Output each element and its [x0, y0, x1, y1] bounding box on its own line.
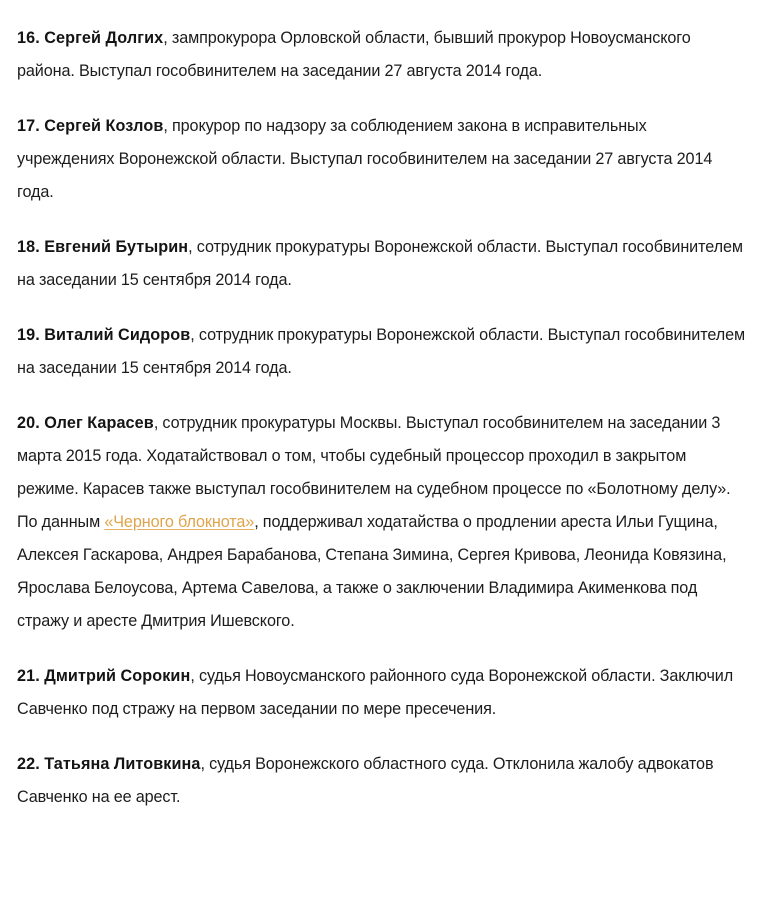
entry-description-22: , судья Воронежского областного суда. Отклонила жалобу адвокатов Савченко на ее арест.: [17, 755, 714, 806]
entry-lead-name-20: 20. Олег Карасев: [17, 414, 154, 432]
list-item-21: [17, 660, 745, 726]
source-link-cherny-bloknot[interactable]: «Черного блокнота»: [104, 513, 255, 531]
entry-lead-name-19: 19. Виталий Сидоров: [17, 326, 191, 344]
list-item-22: [17, 748, 745, 814]
entry-description-18: , сотрудник прокуратуры Воронежской области. Выступал гособвинителем на заседании 15 сентября 2014 года.: [17, 238, 743, 289]
list-item-16: [17, 22, 745, 88]
entry-description-20-part2: , поддерживал ходатайства о продлении ареста Ильи Гущина, Алексея Гаскарова, Андрея Барабанова, Степана Зимина, Сергея Кривова, Леонида Ковязина, Ярослава Белоусова, Артема Савелова, а также о заключении Владимира Акименкова под стражу и аресте Дмитрия Ишевского.: [17, 513, 727, 630]
entry-description-20-part1: , сотрудник прокуратуры Москвы. Выступал гособвинителем на заседании 3 марта 2015 года. Ходатайствовал о том, чтобы судебный процессор проходил в закрытом режиме. Карасев также выступал гособвинителем на судебном процессе по «Болотному делу». По данным: [17, 414, 731, 531]
entry-description-21: , судья Новоусманского районного суда Воронежской области. Заключил Савченко под стражу на первом заседании по мере пресечения.: [17, 667, 734, 718]
list-item-20: [17, 407, 745, 638]
entry-description-17: , прокурор по надзору за соблюдением закона в исправительных учреждениях Воронежской области. Выступал гособвинителем на заседании 27 августа 2014 года.: [17, 117, 713, 201]
list-item-19: [17, 319, 745, 385]
entry-lead-name-16: 16. Сергей Долгих: [17, 29, 164, 47]
entry-description-16: , зампрокурора Орловской области, бывший прокурор Новоусманского района. Выступал гособвинителем на заседании 27 августа 2014 года.: [17, 29, 691, 80]
entry-lead-name-17: 17. Сергей Козлов: [17, 117, 164, 135]
list-item-17: [17, 110, 745, 209]
entry-lead-name-22: 22. Татьяна Литовкина: [17, 755, 201, 773]
entry-lead-name-18: 18. Евгений Бутырин: [17, 238, 189, 256]
entry-lead-name-21: 21. Дмитрий Сорокин: [17, 667, 191, 685]
entry-description-19: , сотрудник прокуратуры Воронежской области. Выступал гособвинителем на заседании 15 сентября 2014 года.: [17, 326, 746, 377]
list-item-18: [17, 231, 745, 297]
